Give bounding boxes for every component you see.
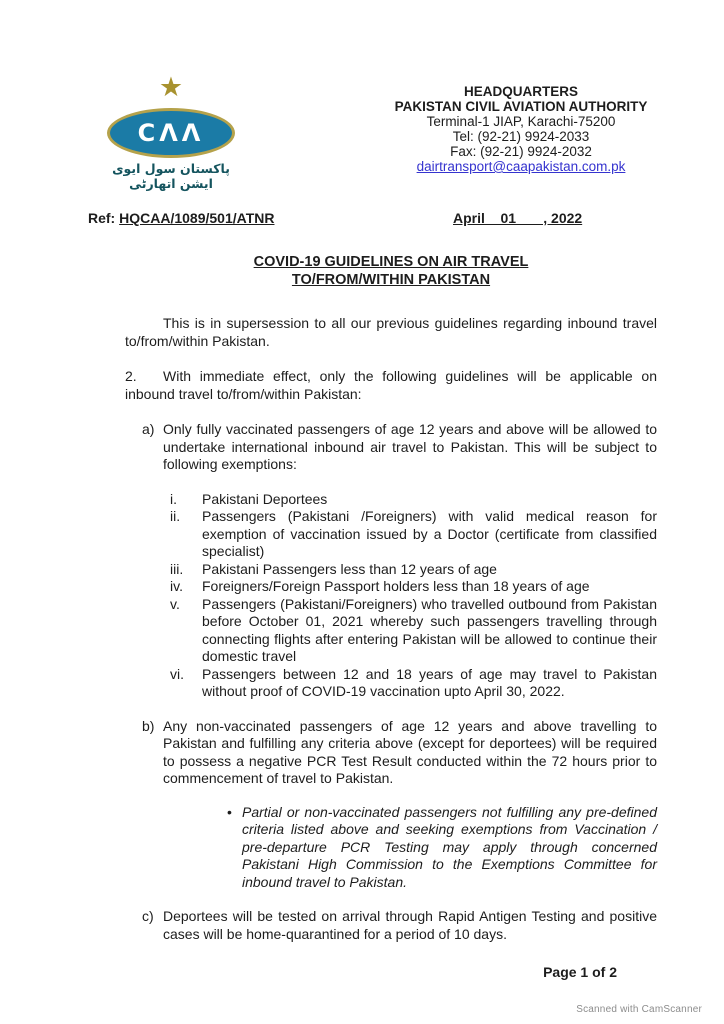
paragraph-immediate-effect <box>125 368 657 403</box>
list-item-c-marker: c) <box>142 908 154 924</box>
letterhead-org-block <box>366 84 676 174</box>
sublist-item-ii <box>163 508 657 561</box>
caa-logo-acronym: CΛΛ <box>137 119 205 147</box>
letter-body <box>125 253 657 982</box>
sublist-item-iv-text: Foreigners/Foreign Passport holders less than 18 years of age <box>202 578 590 594</box>
org-telephone: Tel: (92-21) 9924-2033 <box>452 129 590 144</box>
sublist-item-v-text: Passengers (Pakistani/Foreigners) who travelled outbound from Pakistan before October 01, 2021 whereby such passengers travelling through connecting flights after entering Pakistan will be allowed to continue their domestic travel <box>202 595 657 664</box>
reference-line <box>88 210 724 226</box>
list-item-a <box>125 421 657 701</box>
exemptions-committee-note <box>163 804 657 892</box>
exemptions-sublist <box>163 491 657 701</box>
org-authority-name: PAKISTAN CIVIL AVIATION AUTHORITY <box>394 99 648 114</box>
caa-logo-ellipse <box>107 108 235 158</box>
org-fax: Fax: (92-21) 9924-2032 <box>450 144 592 159</box>
sublist-item-i <box>163 491 657 509</box>
exemptions-committee-note-text: Partial or non-vaccinated passengers not fulfilling any pre-defined criteria listed above and seeking exemptions from Vaccination / pre-departure PCR Testing may apply through concerned Pakistani High Commission to the Exemptions Committee for inbound travel to Pakistan. <box>242 803 657 890</box>
caa-logo-urdu-caption: پاکستان سول ایوی ایشن اتھارٹی <box>112 161 230 191</box>
sublist-item-iv-marker: iv. <box>170 578 183 594</box>
sublist-item-iii-marker: iii. <box>170 560 184 577</box>
org-headquarters: HEADQUARTERS <box>463 84 578 99</box>
bullet-icon: • <box>227 803 232 820</box>
list-item-b-text: Any non-vaccinated passengers of age 12 years and above travelling to Pakistan and fulfilling any criteria above (except for deportees) will be required to possess a negative PCR Test Result conducted within the 72 hours prior to commencement of travel to Pakistan. <box>163 717 657 786</box>
sublist-item-iii <box>163 561 657 579</box>
sublist-item-ii-text: Passengers (Pakistani /Foreigners) with valid medical reason for exemption of vaccination issued by a Doctor (certificate from classified specialist) <box>202 508 657 559</box>
sublist-item-vi-marker: vi. <box>170 665 184 682</box>
sublist-item-vi <box>163 666 657 701</box>
paragraph-supersession: This is in supersession to all our previous guidelines regarding inbound travel to/from/within Pakistan. <box>125 315 657 349</box>
list-item-a-marker: a) <box>142 421 155 437</box>
sublist-item-v-marker: v. <box>170 595 180 612</box>
org-address: Terminal-1 JIAP, Karachi-75200 <box>426 114 616 129</box>
sublist-item-i-marker: i. <box>170 490 177 507</box>
sublist-item-ii-marker: ii. <box>170 508 181 524</box>
list-item-b-marker: b) <box>142 717 155 734</box>
letter-title-line2: TO/FROM/WITHIN PAKISTAN <box>291 272 491 288</box>
letter-title <box>125 253 657 289</box>
paragraph-number: 2. <box>125 368 137 384</box>
camscanner-credit: Scanned with CamScanner <box>576 1004 702 1015</box>
list-item-a-text: Only fully vaccinated passengers of age 12 years and above will be allowed to undertake international inbound air travel to Pakistan. This will be subject to following exemptions: <box>163 421 657 472</box>
list-item-b <box>125 718 657 892</box>
list-item-c <box>125 908 657 943</box>
sublist-item-iii-text: Pakistani Passengers less than 12 years of age <box>202 560 497 577</box>
star-icon: ★ <box>158 72 184 102</box>
sublist-item-iv <box>163 578 657 596</box>
ref-label: Ref: <box>88 210 116 226</box>
sublist-item-vi-text: Passengers between 12 and 18 years of age may travel to Pakistan without proof of COVID-19 vaccination upto April 30, 2022. <box>202 665 657 699</box>
org-email-link: dairtransport@caapakistan.com.pk <box>416 159 626 174</box>
paragraph-immediate-effect-text: With immediate effect, only the following guidelines will be applicable on inbound travel to/from/within Pakistan: <box>125 368 657 402</box>
sublist-item-v <box>163 596 657 666</box>
page-number: Page 1 of 2 <box>543 964 617 980</box>
letter-title-line1: COVID-19 GUIDELINES ON AIR TRAVEL <box>253 254 529 270</box>
ref-number: HQCAA/1089/501/ATNR <box>119 210 275 226</box>
list-item-c-text: Deportees will be tested on arrival through Rapid Antigen Testing and positive cases will be home-quarantined for a period of 10 days. <box>163 908 657 942</box>
caa-logo <box>95 74 247 191</box>
letter-date: April 01 , 2022 <box>453 210 583 226</box>
sublist-item-i-text: Pakistani Deportees <box>202 490 328 507</box>
